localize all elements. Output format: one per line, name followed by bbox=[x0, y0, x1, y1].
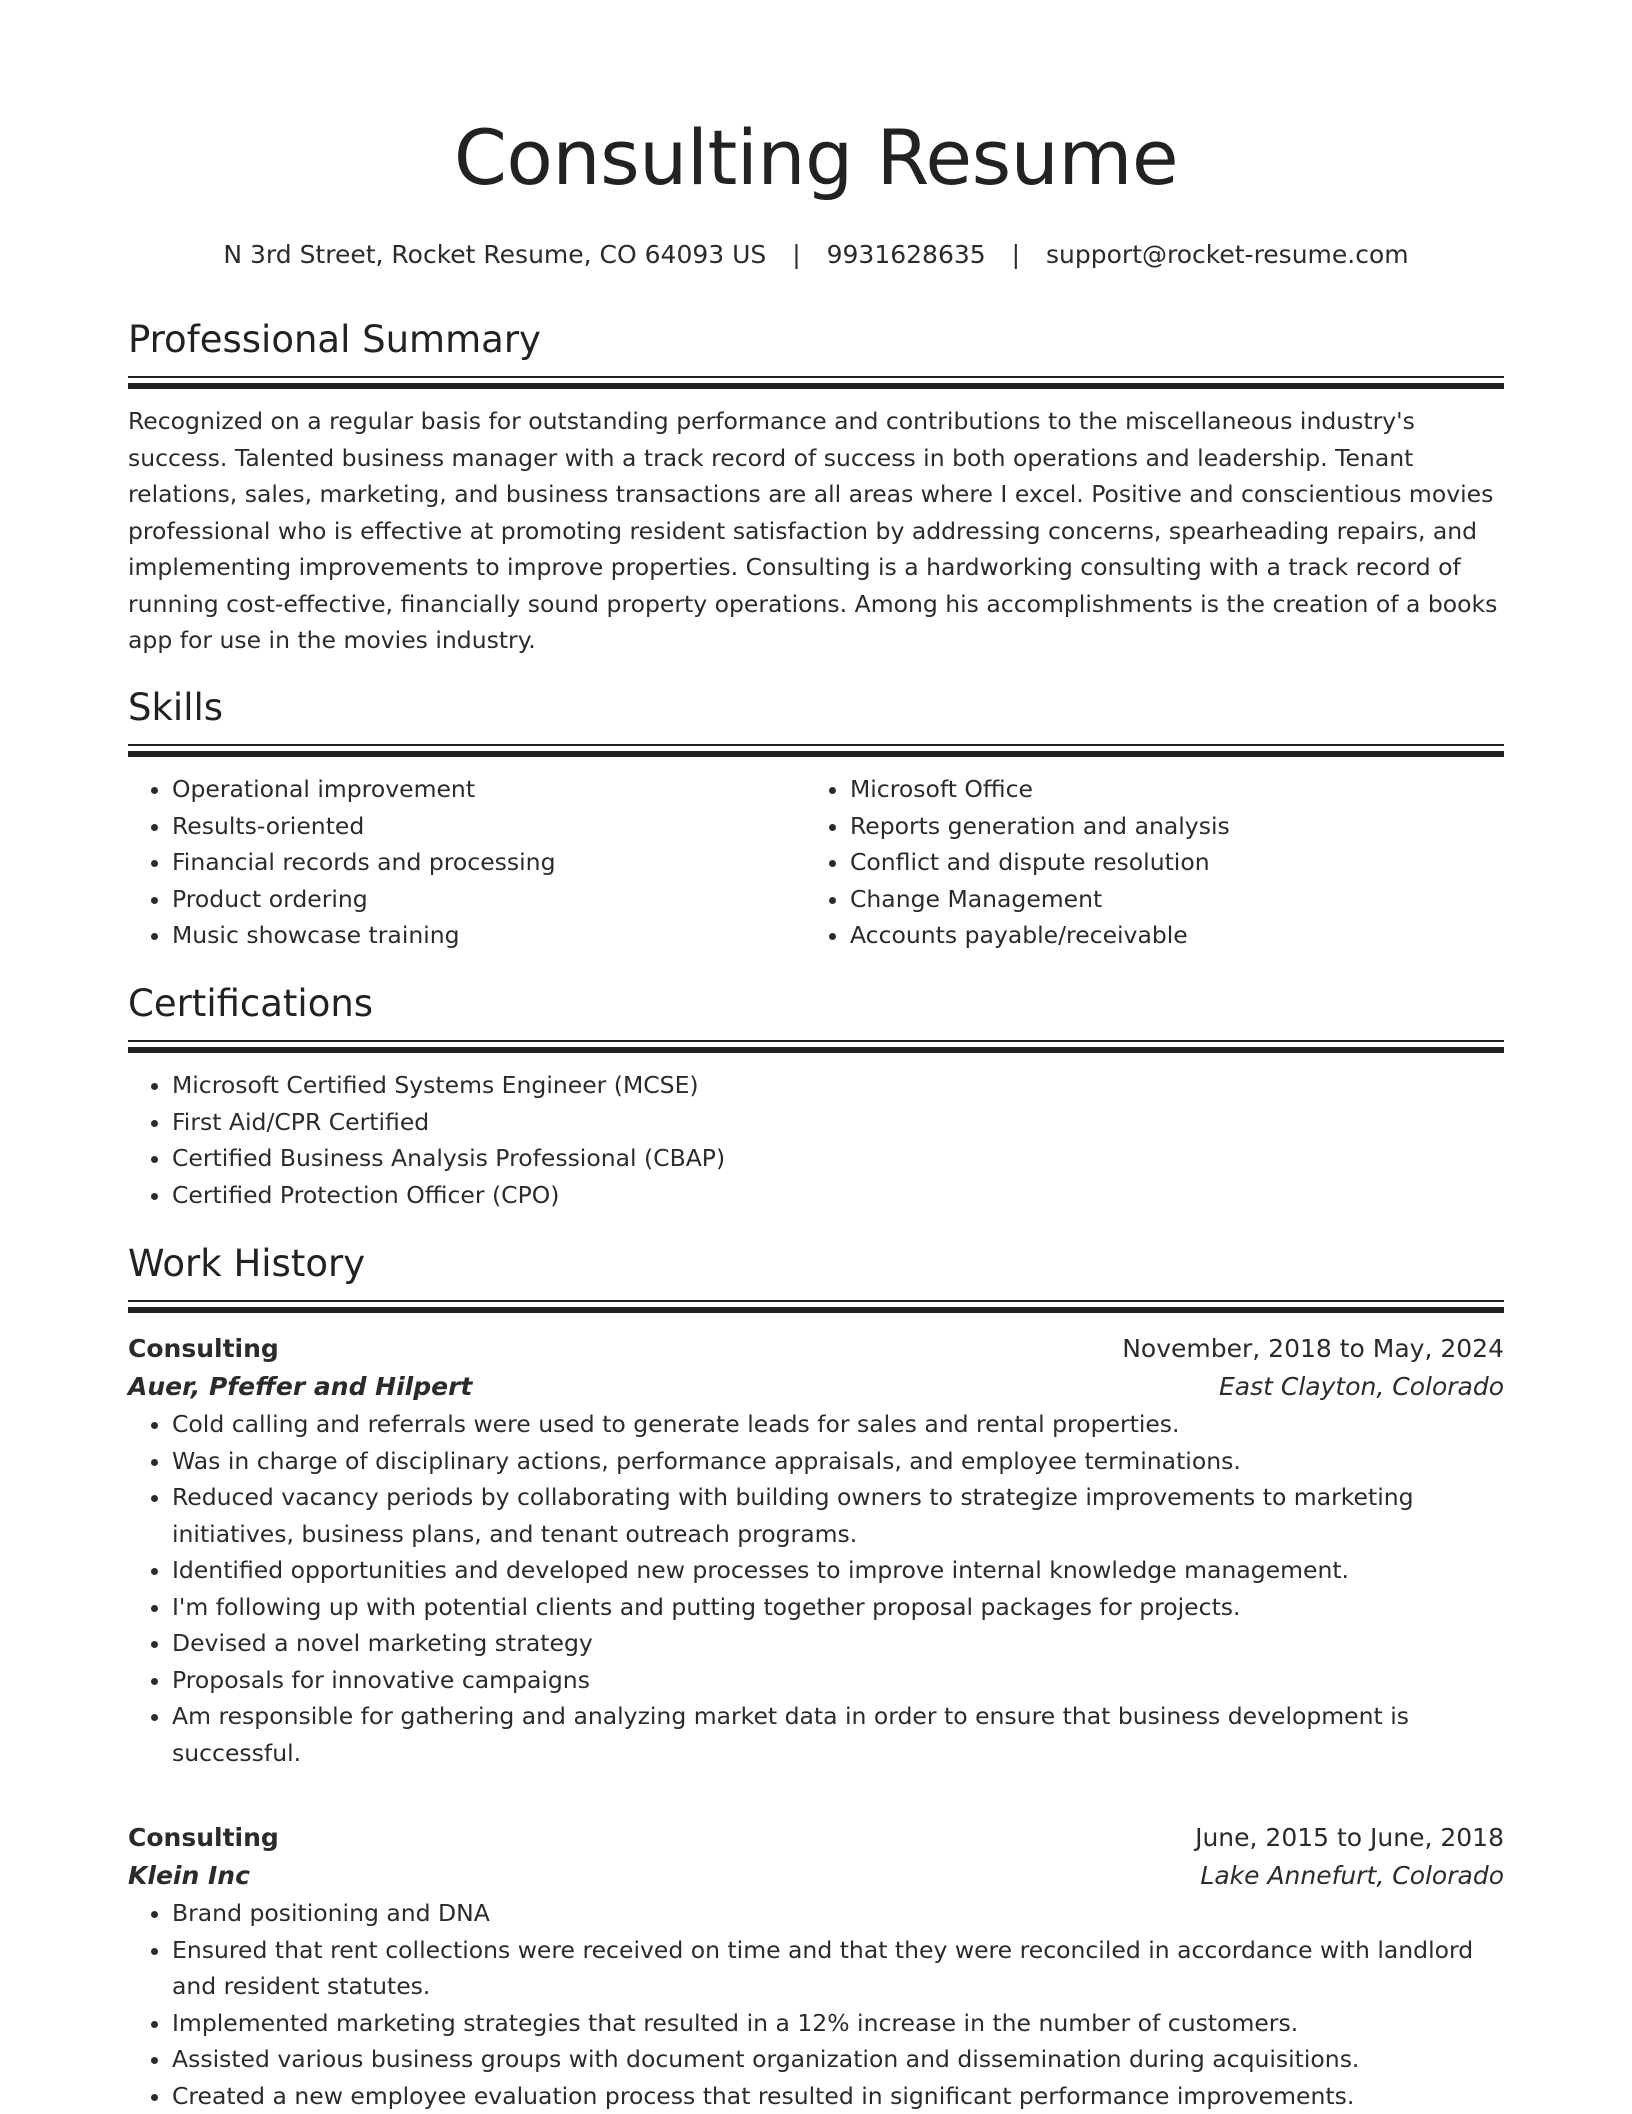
skills-heading: Skills bbox=[128, 686, 1504, 730]
job-bullet-list bbox=[128, 1895, 1504, 2114]
job-bullet: • Reduced vacancy periods by collaborating with building owners to strategize improvements to marketing initiatives, business plans, and tenant outreach programs. bbox=[172, 1479, 1504, 1552]
skill-item: • Results-oriented bbox=[172, 808, 806, 845]
job-dates: June, 2015 to June, 2018 bbox=[1195, 1819, 1504, 1857]
job-title: Consulting bbox=[128, 1819, 279, 1857]
skill-item: • Change Management bbox=[850, 881, 1484, 918]
job-bullet: • Cold calling and referrals were used to generate leads for sales and rental properties. bbox=[172, 1406, 1504, 1443]
job-bullet: • Identified opportunities and developed new processes to improve internal knowledge management. bbox=[172, 1552, 1504, 1589]
skills-columns bbox=[128, 771, 1504, 954]
skill-item: • Conflict and dispute resolution bbox=[850, 844, 1484, 881]
summary-text: Recognized on a regular basis for outstanding performance and contributions to the miscellaneous industry's success. Talented business manager with a track record of success in both operations and leadership. Tenant relations, sales, marketing, and business transactions are all areas where I excel. Positive and conscientious movies professional who is effective at promoting resident satisfaction by addressing concerns, spearheading repairs, and implementing improvements to improve properties. Consulting is a hardworking consulting with a track record of running cost-effective, financially sound property operations. Among his accomplishments is the creation of a books app for use in the movies industry. bbox=[128, 403, 1504, 659]
job-bullet: • Created a new employee evaluation process that resulted in significant performance improvements. bbox=[172, 2078, 1504, 2114]
skill-item: • Microsoft Office bbox=[850, 771, 1484, 808]
skill-item: • Music showcase training bbox=[172, 917, 806, 954]
certification-item: • First Aid/CPR Certified bbox=[172, 1104, 1504, 1141]
job-header-row bbox=[128, 1819, 1504, 1857]
section-divider bbox=[128, 1040, 1504, 1053]
job-entry bbox=[128, 1819, 1504, 2114]
job-bullet: • Was in charge of disciplinary actions, performance appraisals, and employee terminations. bbox=[172, 1443, 1504, 1480]
job-bullet: • Ensured that rent collections were received on time and that they were reconciled in accordance with landlord and resident statutes. bbox=[172, 1932, 1504, 2005]
work-history-heading: Work History bbox=[128, 1242, 1504, 1286]
job-dates: November, 2018 to May, 2024 bbox=[1122, 1330, 1504, 1368]
skill-item: • Operational improvement bbox=[172, 771, 806, 808]
section-divider bbox=[128, 744, 1504, 757]
job-company: Auer, Pfeffer and Hilpert bbox=[128, 1368, 472, 1406]
job-entry bbox=[128, 1330, 1504, 1771]
skills-left-column bbox=[128, 771, 806, 954]
job-company: Klein Inc bbox=[128, 1857, 250, 1895]
contact-separator: | bbox=[792, 240, 800, 270]
certifications-list bbox=[128, 1067, 1504, 1213]
work-history-section bbox=[128, 1242, 1504, 1313]
job-bullet: • Am responsible for gathering and analyzing market data in order to ensure that business development is successful. bbox=[172, 1698, 1504, 1771]
job-company-row bbox=[128, 1857, 1504, 1895]
certifications-heading: Certifications bbox=[128, 982, 1504, 1026]
skills-section bbox=[128, 686, 1504, 954]
job-bullet: • Proposals for innovative campaigns bbox=[172, 1662, 1504, 1699]
skills-right-list bbox=[806, 771, 1484, 954]
skill-item: • Product ordering bbox=[172, 881, 806, 918]
certification-item: • Certified Business Analysis Professional (CBAP) bbox=[172, 1140, 1504, 1177]
certification-item: • Microsoft Certified Systems Engineer (MCSE) bbox=[172, 1067, 1504, 1104]
certifications-section bbox=[128, 982, 1504, 1213]
job-title: Consulting bbox=[128, 1330, 279, 1368]
skills-left-list bbox=[128, 771, 806, 954]
job-location: Lake Annefurt, Colorado bbox=[1200, 1857, 1504, 1895]
skill-item: • Financial records and processing bbox=[172, 844, 806, 881]
skill-item: • Reports generation and analysis bbox=[850, 808, 1484, 845]
job-header-row bbox=[128, 1330, 1504, 1368]
summary-section bbox=[128, 318, 1504, 659]
contact-address: N 3rd Street, Rocket Resume, CO 64093 US bbox=[223, 240, 766, 269]
job-company-row bbox=[128, 1368, 1504, 1406]
contact-phone: 9931628635 bbox=[827, 240, 986, 269]
resume-title: Consulting Resume bbox=[128, 120, 1504, 196]
job-bullet: • Implemented marketing strategies that resulted in a 12% increase in the number of customers. bbox=[172, 2005, 1504, 2042]
section-divider bbox=[128, 376, 1504, 389]
certification-item: • Certified Protection Officer (CPO) bbox=[172, 1177, 1504, 1214]
contact-separator: | bbox=[1012, 240, 1020, 270]
job-bullet-list bbox=[128, 1406, 1504, 1771]
job-location: East Clayton, Colorado bbox=[1219, 1368, 1504, 1406]
contact-line bbox=[128, 240, 1504, 270]
job-bullet: • Assisted various business groups with document organization and dissemination during acquisitions. bbox=[172, 2041, 1504, 2078]
skills-right-column bbox=[806, 771, 1484, 954]
job-bullet: • I'm following up with potential clients and putting together proposal packages for projects. bbox=[172, 1589, 1504, 1626]
skill-item: • Accounts payable/receivable bbox=[850, 917, 1484, 954]
summary-heading: Professional Summary bbox=[128, 318, 1504, 362]
job-bullet: • Devised a novel marketing strategy bbox=[172, 1625, 1504, 1662]
contact-email: support@rocket-resume.com bbox=[1046, 240, 1409, 269]
section-divider bbox=[128, 1300, 1504, 1313]
job-bullet: • Brand positioning and DNA bbox=[172, 1895, 1504, 1932]
